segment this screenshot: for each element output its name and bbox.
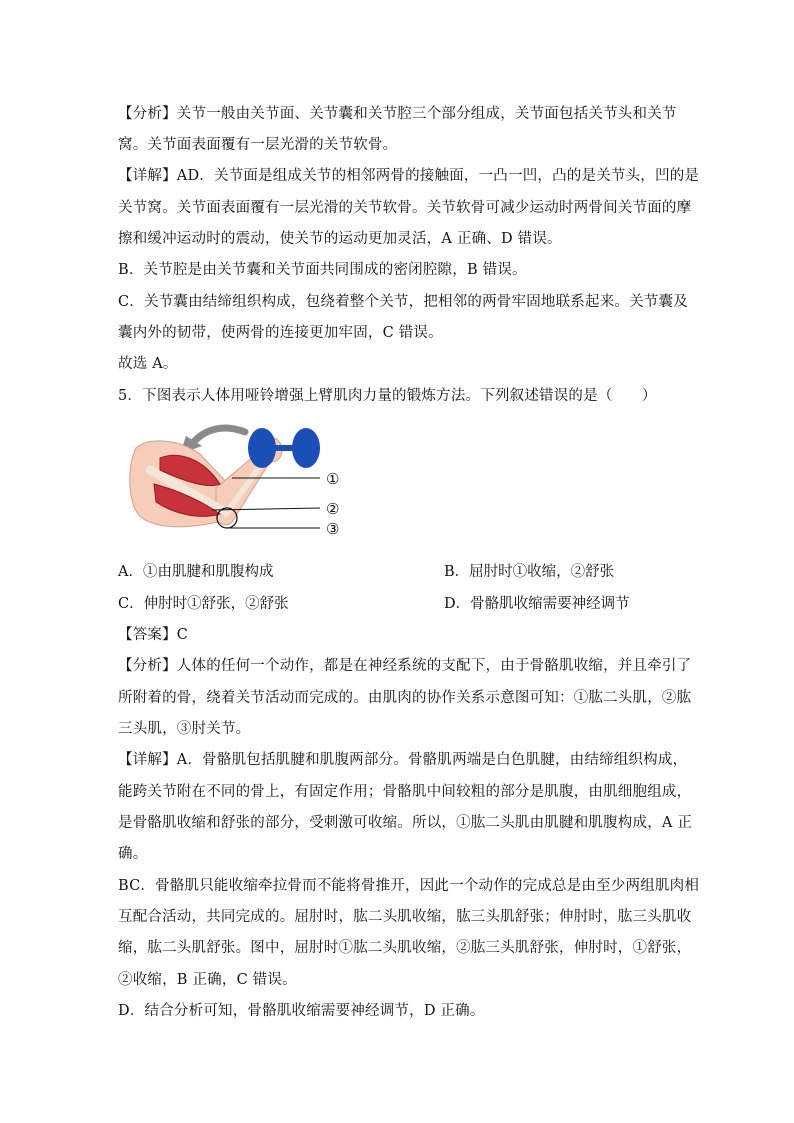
analysis-line-3: 三头肌，③肘关节。 [118, 721, 251, 737]
option-c: C．伸肘时①舒张，②舒张 [118, 596, 289, 612]
analysis-prev-line-2: 窝。关节面表面覆有一层光滑的关节软骨。 [118, 137, 398, 153]
figure-label-2: ② [326, 500, 340, 518]
question-stem: 5．下图表示人体用哑铃增强上臂肌肉力量的锻炼方法。下列叙述错误的是（ ） [118, 388, 657, 404]
detail-prev-line-2: 关节窝。关节面表面覆有一层光滑的关节软骨。关节软骨可减少运动时两骨间关节面的摩 [118, 200, 692, 216]
detail-line-8: ②收缩，B 正确，C 错误。 [118, 972, 297, 988]
detail-line-1: 【详解】A．骨骼肌包括肌腱和肌腹两部分。骨骼肌两端是白色肌腱，由结缔组织构成， [118, 752, 688, 768]
analysis-prev-line-1: 【分析】关节一般由关节面、关节囊和关节腔三个部分组成，关节面包括关节头和关节 [118, 106, 677, 122]
detail-prev-line-3: 擦和缓冲运动时的震动，使关节的运动更加灵活，A 正确、D 错误。 [118, 231, 562, 247]
answer: 【答案】C [118, 627, 189, 643]
option-a: A．①由肌腱和肌腹构成 [118, 564, 274, 580]
dumbbell-weight-left [248, 428, 276, 468]
dumbbell-weight-right [292, 428, 320, 468]
rotation-arrow [192, 428, 245, 444]
figure-label-1: ① [326, 470, 340, 488]
option-b: B．屈肘时①收缩，②舒张 [444, 564, 615, 580]
detail-line-6: 互配合活动，共同完成的。屈肘时，肱二头肌收缩，肱三头肌舒张；伸肘时，肱三头肌收 [118, 909, 692, 925]
detail-line-7: 缩，肱二头肌舒张。图中，屈肘时①肱二头肌收缩，②肱三头肌舒张，伸肘时，①舒张， [118, 940, 692, 956]
analysis-line-1: 【分析】人体的任何一个动作，都是在神经系统的支配下，由于骨骼肌收缩，并且牵引了 [118, 658, 692, 674]
detail-prev-line-4: B．关节腔是由关节囊和关节面共同围成的密闭腔隙，B 错误。 [118, 262, 527, 278]
detail-line-5: BC．骨骼肌只能收缩牵拉骨而不能将骨推开，因此一个动作的完成总是由至少两组肌肉相 [118, 878, 700, 894]
option-d: D．骨骼肌收缩需要神经调节 [444, 596, 630, 612]
arm-dumbbell-figure [120, 418, 360, 548]
detail-line-3: 是骨骼肌收缩和舒张的部分，受刺激可收缩。所以，①肱二头肌由肌腱和肌腹构成，A 正 [118, 815, 693, 831]
detail-line-2: 能跨关节附在不同的骨上，有固定作用；骨骼肌中间较粗的部分是肌腹，由肌细胞组成， [118, 784, 692, 800]
detail-prev-line-1: 【详解】AD．关节面是组成关节的相邻两骨的接触面，一凸一凹，凸的是关节头，凹的是 [118, 168, 700, 184]
detail-prev-line-7: 故选 A。 [118, 356, 178, 372]
detail-line-9: D．结合分析可知，骨骼肌收缩需要神经调节，D 正确。 [118, 1003, 485, 1019]
analysis-line-2: 所附着的骨，绕着关节活动而完成的。由肌肉的协作关系示意图可知：①肱二头肌，②肱 [118, 690, 692, 706]
figure-label-3: ③ [326, 520, 340, 538]
detail-prev-line-5: C．关节囊由结缔组织构成，包绕着整个关节，把相邻的两骨牢固地联系起来。关节囊及 [118, 294, 688, 310]
detail-line-4: 确。 [118, 846, 148, 862]
detail-prev-line-6: 囊内外的韧带，使两骨的连接更加牢固，C 错误。 [118, 325, 443, 341]
